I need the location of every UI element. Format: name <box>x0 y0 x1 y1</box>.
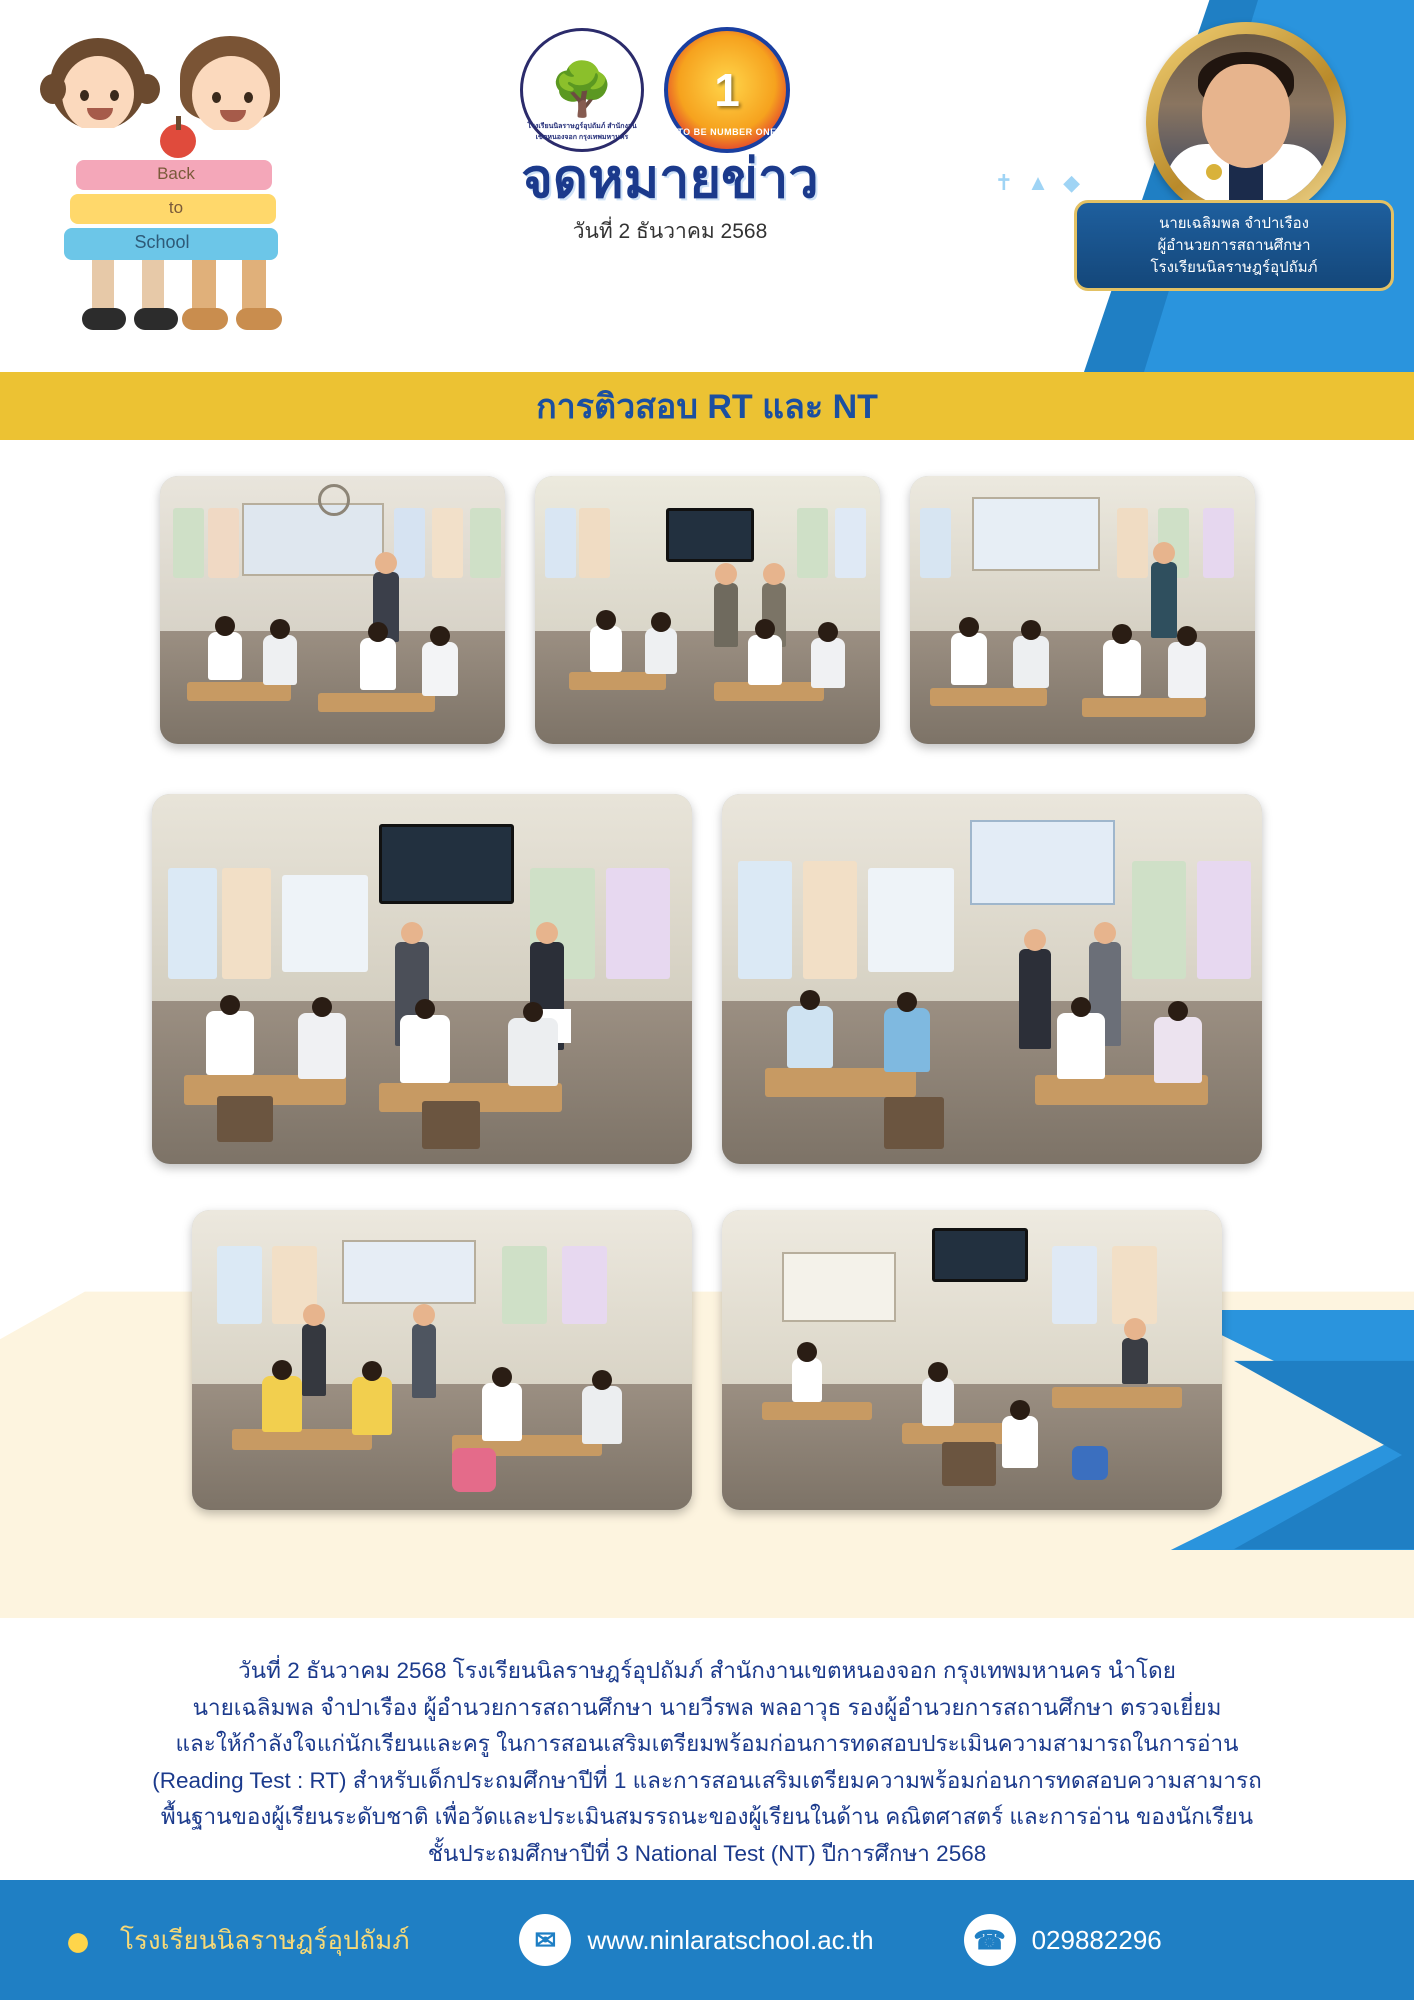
back-to-school-illustration <box>30 8 330 368</box>
topic-banner <box>0 372 1414 440</box>
photo-row-3 <box>0 1164 1414 1510</box>
photo-item[interactable] <box>152 794 692 1164</box>
photo-row-2 <box>0 744 1414 1164</box>
footer-contact-bar <box>0 1880 1414 2000</box>
topic-heading: การติวสอบ RT และ NT <box>536 388 878 426</box>
logo-group <box>520 30 820 150</box>
photo-item[interactable] <box>160 476 505 744</box>
photo-item[interactable] <box>535 476 880 744</box>
classroom-scene <box>722 794 1262 1164</box>
classroom-scene <box>535 476 880 744</box>
caption-line: และให้กำลังใจแก่นักเรียนและครู ในการสอนเสริมเตรียมพร้อมก่อนการทดสอบประเมินความสามารถในการอ่าน <box>175 1731 1239 1757</box>
footer-phone-number: 029882296 <box>1031 1924 1162 1955</box>
caption-line: วันที่ 2 ธันวาคม 2568 โรงเรียนนิลราษฎร์อุปถัมภ์ สำนักงานเขตหนองจอก กรุงเทพมหานคร นำโดย <box>238 1658 1176 1684</box>
photo-item[interactable] <box>910 476 1255 744</box>
newsletter-header <box>0 0 1414 372</box>
to-be-number: 1 <box>714 64 740 116</box>
portrait-photo <box>1158 34 1334 210</box>
director-position: ผู้อำนวยการสถานศึกษา <box>1157 236 1311 254</box>
to-be-number-one-caption: TO BE NUMBER ONE <box>677 127 777 137</box>
classroom-scene <box>160 476 505 744</box>
footer-website-url[interactable]: www.ninlaratschool.ac.th <box>587 1924 874 1955</box>
footer-phone <box>964 1914 1162 1966</box>
caption-line: (Reading Test : RT) สำหรับเด็กประถมศึกษาปีที่ 1 และการสอนเสริมเตรียมความพร้อมก่อนการทดสอบความสามารถ <box>152 1767 1262 1793</box>
location-pin-icon: ● <box>64 1914 92 1966</box>
tree-icon: 🌳 <box>549 61 615 119</box>
classroom-scene <box>152 794 692 1164</box>
director-portrait <box>1146 22 1346 222</box>
photo-row-1 <box>0 440 1414 744</box>
photo-item[interactable] <box>722 1210 1222 1510</box>
gallery-and-caption <box>0 440 1414 1880</box>
footer-website[interactable] <box>519 1914 873 1966</box>
portrait-face <box>1202 64 1290 168</box>
caption-block <box>0 1653 1414 1872</box>
book-text-school: School <box>134 232 190 252</box>
classroom-scene <box>192 1210 692 1510</box>
caption-line: ชั้นประถมศึกษาปีที่ 3 National Test (NT) ปีการศึกษา 2568 <box>427 1840 987 1866</box>
portrait-gold-ring <box>1146 22 1346 222</box>
director-name-plate <box>1074 200 1394 291</box>
page-title: จดหมายข่าว <box>521 149 819 209</box>
school-logo-caption: โรงเรียนนิลราษฎร์อุปถัมภ์ สำนักงานเขตหนองจอก กรุงเทพมหานคร <box>527 123 637 141</box>
phone-icon: ☎ <box>964 1914 1016 1966</box>
book-text-back: Back <box>157 164 195 183</box>
uniform-medal-icon <box>1206 164 1222 180</box>
classroom-scene <box>910 476 1255 744</box>
issue-date: วันที่ 2 ธันวาคม 2568 <box>572 220 768 244</box>
caption-line: นายเฉลิมพล จำปาเรือง ผู้อำนวยการสถานศึกษา นายวีรพล พลอาวุธ รองผู้อำนวยการสถานศึกษา ตรวจเยี่ยม <box>192 1694 1222 1720</box>
photo-item[interactable] <box>192 1210 692 1510</box>
director-school: โรงเรียนนิลราษฎร์อุปถัมภ์ <box>1150 258 1318 276</box>
school-logo-icon <box>520 28 644 152</box>
photo-item[interactable] <box>722 794 1262 1164</box>
birds-decoration-icon: ✝ ▲ ◆ <box>994 170 1084 195</box>
caption-line: พื้นฐานของผู้เรียนระดับชาติ เพื่อวัดและประเมินสมรรถนะของผู้เรียนในด้าน คณิตศาสตร์ และการอ่าน ของนักเรียน <box>160 1804 1254 1830</box>
to-be-number-one-logo-icon <box>664 27 790 153</box>
footer-school-name: โรงเรียนนิลราษฎร์อุปถัมภ์ <box>120 1924 410 1955</box>
book-text-to: to <box>168 198 184 217</box>
classroom-scene <box>722 1210 1222 1510</box>
title-block <box>420 150 920 248</box>
footer-school <box>52 1914 409 1966</box>
email-icon: ✉ <box>519 1914 571 1966</box>
director-name: นายเฉลิมพล จำปาเรือง <box>1159 215 1309 232</box>
